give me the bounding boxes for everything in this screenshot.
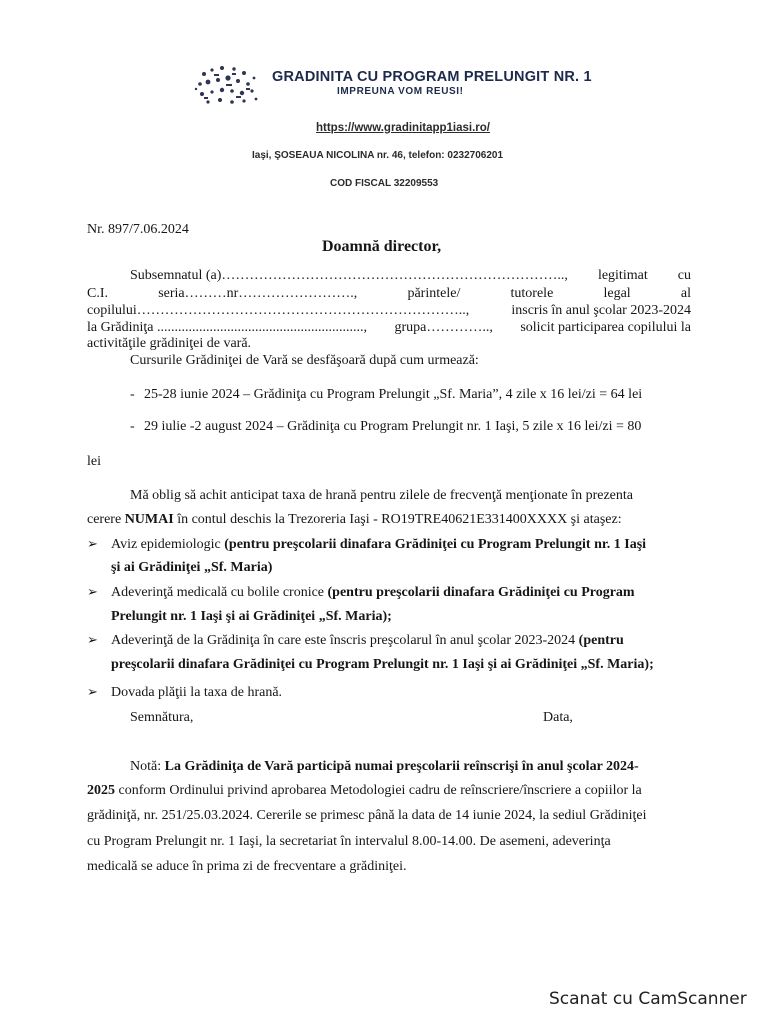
course-item [130, 418, 641, 435]
dash-bullet-icon: - [130, 387, 135, 402]
form-line-2 [87, 285, 691, 302]
attachment-item [111, 584, 635, 601]
school-address: Iaşi, ŞOSEAUA NICOLINA nr. 46, telefon: 0232706201 [252, 150, 504, 161]
applicant-name-field: Subsemnatul (a)……………………………………………………………….., [130, 268, 568, 283]
course-text: 29 iulie -2 august 2024 – Grădiniţa cu Program Prelungit nr. 1 Iaşi, 5 zile x 16 lei/zi = 80 [144, 419, 642, 434]
child-name-field: copilului…………………………………………………………….., [87, 303, 470, 318]
obligation-line-2 [87, 511, 622, 528]
registration-number: Nr. 897/7.06.2024 [87, 222, 189, 237]
attachment-note: şi ai Grădiniţei „Sf. Maria) [111, 560, 273, 575]
attachment-note: Prelungit nr. 1 Iaşi şi ai Grădiniţei „Sf. Maria); [111, 609, 392, 624]
form-line-1 [130, 267, 691, 284]
attachment-text: Adeverinţă de la Grădiniţa în care este înscris preşcolarul în anul şcolar 2023-2024 [111, 633, 576, 648]
date-label: Data, [543, 710, 573, 725]
note-text: conform Ordinului privind aprobarea Metodologiei cadru de reînscriere/înscriere a copiilor la [118, 783, 642, 798]
arrow-bullet-icon: ➢ [87, 633, 98, 648]
attachment-note: (pentru [578, 633, 624, 648]
group-field: grupa………….., [394, 320, 493, 335]
form-line-3 [87, 302, 691, 319]
form-line-5: activităţile grădiniţei de vară. [87, 336, 252, 351]
school-name: GRADINITA CU PROGRAM PRELUNGIT NR. 1 [272, 69, 592, 85]
course-item [130, 386, 642, 403]
attachment-note: (pentru preşcolarii dinafara Grădiniţei cu Program Prelungit nr. 1 Iaşi [224, 537, 647, 552]
note-line-3: grădiniţă, nr. 251/25.03.2024. Cererile se primesc până la data de 14 iunie 2024, la sediul Grădiniţei [87, 808, 647, 823]
note-line-2 [87, 782, 642, 799]
obligation-emphasis: NUMAI [124, 512, 174, 527]
form-word: C.I. [87, 286, 108, 301]
arrow-bullet-icon: ➢ [87, 585, 98, 600]
form-word: cu [677, 268, 691, 283]
scanner-watermark: Scanat cu CamScanner [549, 989, 747, 1009]
letter-title: Doamnă director, [322, 238, 442, 255]
note-line-4: cu Program Prelungit nr. 1 Iaşi, la secretariat în intervalul 8.00-14.00. De asemeni, adeverinţa [87, 834, 611, 849]
form-line-4 [87, 319, 691, 336]
fiscal-code: COD FISCAL 32209553 [330, 178, 439, 189]
arrow-bullet-icon: ➢ [87, 537, 98, 552]
form-word: tutorele [510, 286, 554, 301]
attachment-item: Dovada plăţii la taxa de hrană. [111, 685, 283, 700]
note-line-5: medicală se aduce în prima zi de frecventare a grădiniţei. [87, 859, 407, 874]
kindergarten-logo-icon [192, 64, 268, 110]
attachment-item [111, 632, 624, 649]
courses-intro: Cursurile Grădiniţei de Vară se desfăşoară după cum urmează: [130, 353, 479, 368]
note-line-1 [130, 758, 639, 775]
attachment-item [111, 536, 646, 553]
website-link[interactable]: https://www.gradinitapp1iasi.ro/ [316, 122, 491, 134]
form-word: părintele/ [407, 286, 461, 301]
attachment-text: Aviz epidemiologic [111, 537, 221, 552]
obligation-text: cerere [87, 512, 122, 527]
arrow-bullet-icon: ➢ [87, 685, 98, 700]
attachment-text: Adeverinţă medicală cu bolile cronice [111, 585, 325, 600]
kindergarten-field: la Grădiniţa ..........................................................., [87, 320, 367, 335]
attachment-note: (pentru preşcolarii dinafara Grădiniţei cu Program [327, 585, 635, 600]
obligation-text: în contul deschis la Trezoreria Iaşi - RO19TRE40621E331400XXXX şi ataşez: [177, 512, 622, 527]
school-motto: IMPREUNA VOM REUSI! [337, 86, 464, 97]
form-word: legitimat [597, 268, 648, 283]
attachment-note: preşcolarii dinafara Grădiniţei cu Program Prelungit nr. 1 Iaşi şi ai Grădiniţei „Sf. Maria); [111, 657, 654, 672]
course-text: 25-28 iunie 2024 – Grădiniţa cu Program Prelungit „Sf. Maria”, 4 zile x 16 lei/zi = 64 lei [144, 387, 643, 402]
form-text: inscris în anul şcolar 2023-2024 [511, 303, 691, 318]
form-word: legal [603, 286, 631, 301]
note-emphasis: La Grădiniţa de Vară participă numai preşcolarii reînscrişi în anul şcolar 2024- [164, 759, 639, 774]
id-series-number-field: seria………nr……………………., [158, 286, 358, 301]
dash-bullet-icon: - [130, 419, 135, 434]
note-label: Notă: [130, 759, 162, 774]
form-word: al [680, 286, 691, 301]
signature-label: Semnătura, [130, 710, 194, 725]
note-emphasis: 2025 [87, 783, 115, 798]
obligation-line-1: Mă oblig să achit anticipat taxa de hrană pentru zilele de frecvenţă menţionate în prezenta [130, 488, 633, 503]
course-tail: lei [87, 454, 101, 469]
form-text: solicit participarea copilului la [520, 320, 691, 335]
